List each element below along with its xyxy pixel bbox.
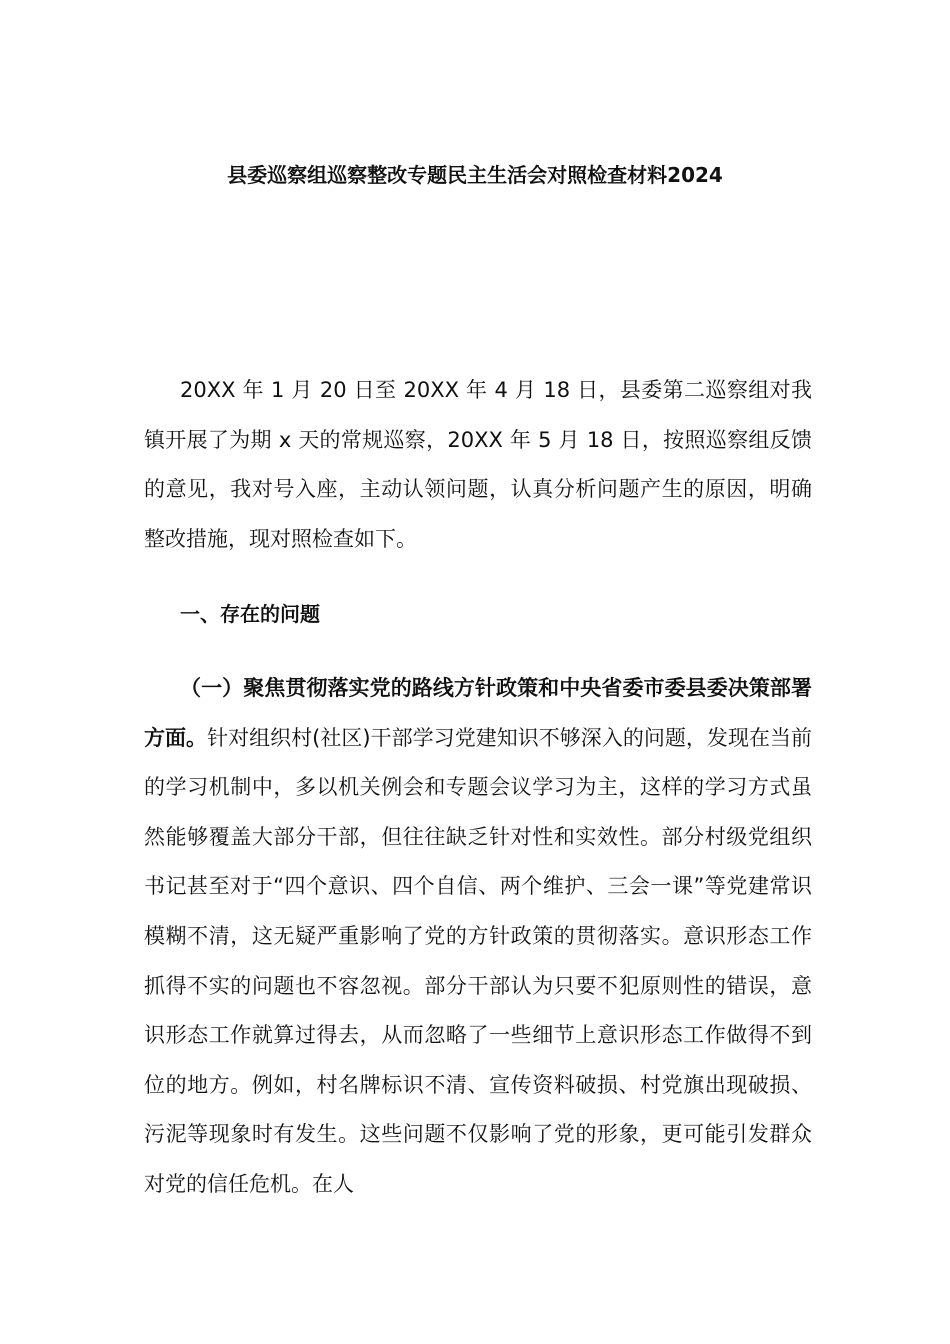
section-heading-problems: 一、存在的问题 [180,602,320,626]
intro-paragraph: 20XX 年 1 月 20 日至 20XX 年 4 月 18 日，县委第二巡察组对我镇开展了为期 x 天的常规巡察，20XX 年 5 月 18 日，按照巡察组反馈的意见，我对号入座，主动认领问题，认真分析问题产生的原因，明确整改措施，现对照检查如下。 [144,378,812,551]
document-title: 县委巡察组巡察整改专题民主生活会对照检查材料2024 [227,163,723,187]
paragraph-lead-heading: （一）聚焦贯彻落实党的路线方针政策和中央省委市委县委决策部署方面。 [144,676,812,750]
paragraph-body-text: 针对组织村(社区)干部学习党建知识不够深入的问题，发现在当前的学习机制中，多以机关例会和专题会议学习为主，这样的学习方式虽然能够覆盖大部分干部，但往往缺乏针对性和实效性。部分村级党组织书记甚至对于“四个意识、四个自信、两个维护、三会一课”等党建常识模糊不清，这无疑严重影响了党的方针政策的贯彻落实。意识形态工作抓得不实的问题也不容忽视。部分干部认为只要不犯原则性的错误，意识形态工作就算过得去，从而忽略了一些细节上意识形态工作做得不到位的地方。例如，村名牌标识不清、宣传资料破损、村党旗出现破损、污泥等现象时有发生。这些问题不仅影响了党的形象，更可能引发群众对党的信任危机。在人 [144,725,812,1196]
paragraph-policy-implementation [144,664,812,1210]
